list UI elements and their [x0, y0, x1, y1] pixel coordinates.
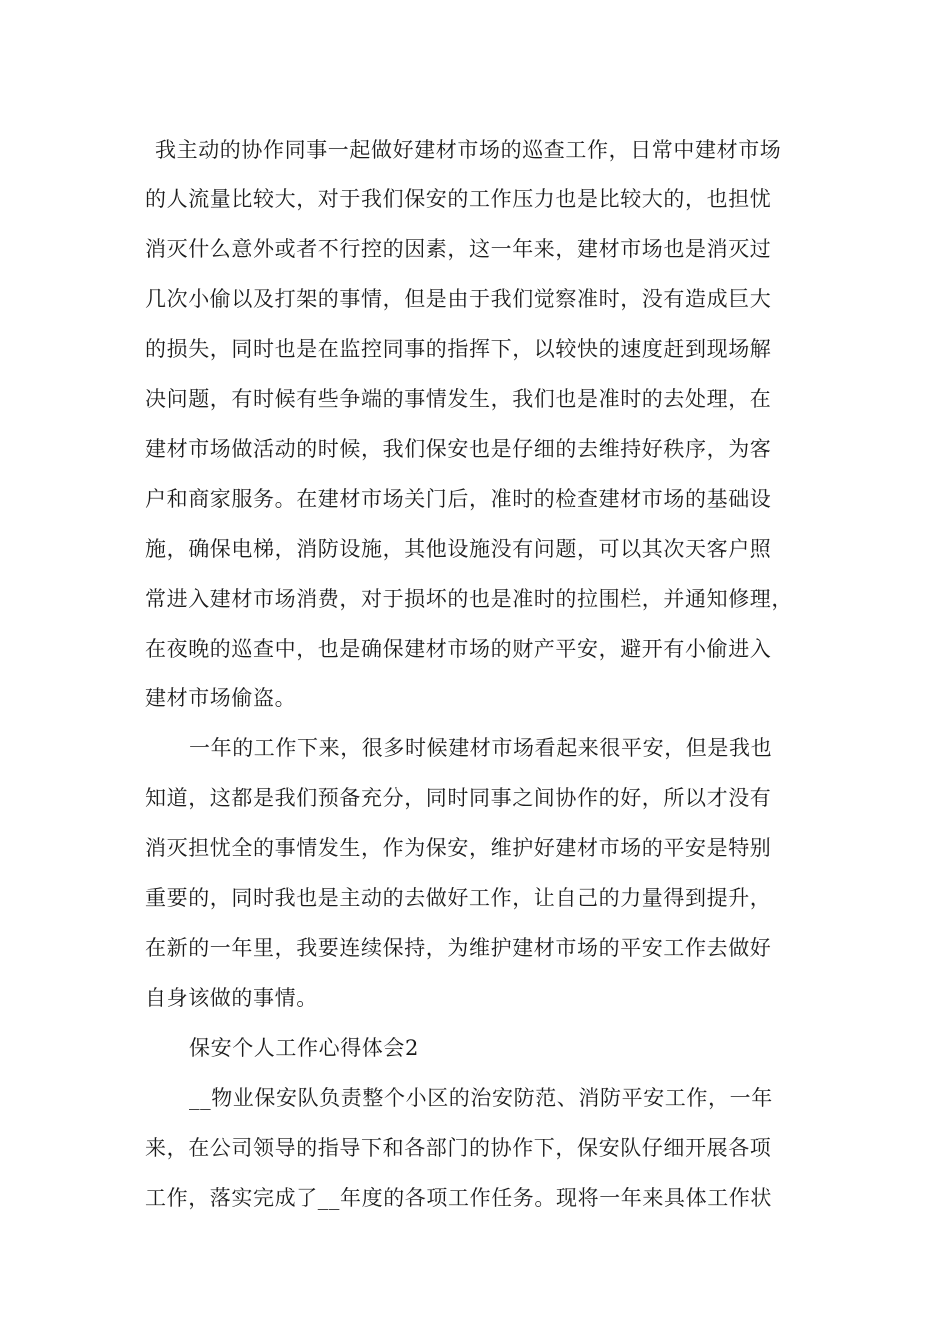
paragraph-2-line-6: 自身该做的事情。 — [145, 986, 318, 1010]
paragraph-3-line-1: __物业保安队负责整个小区的治安防范、消防平安工作，一年 — [189, 1086, 773, 1110]
paragraph-3-line-3: 工作，落实完成了__年度的各项工作任务。现将一年来具体工作状 — [145, 1186, 772, 1210]
section-title: 保安个人工作心得体会2 — [189, 1036, 419, 1060]
paragraph-1-line-6: 决问题，有时候有些争端的事情发生，我们也是准时的去处理，在 — [145, 387, 772, 411]
paragraph-1-line-7: 建材市场做活动的时候，我们保安也是仔细的去维持好秩序，为客 — [145, 437, 772, 461]
paragraph-1-line-11: 在夜晚的巡查中，也是确保建材市场的财产平安，避开有小偷进入 — [145, 637, 772, 661]
paragraph-2-line-4: 重要的，同时我也是主动的去做好工作，让自己的力量得到提升， — [145, 886, 772, 910]
paragraph-2-line-2: 知道，这都是我们预备充分，同时同事之间协作的好，所以才没有 — [145, 786, 772, 810]
paragraph-1-line-4: 几次小偷以及打架的事情，但是由于我们觉察准时，没有造成巨大 — [145, 287, 772, 311]
paragraph-2-line-3: 消灭担忧全的事情发生，作为保安，维护好建材市场的平安是特别 — [145, 836, 772, 860]
paragraph-1-line-2: 的人流量比较大，对于我们保安的工作压力也是比较大的，也担忧 — [145, 187, 772, 211]
paragraph-1-line-1: 我主动的协作同事一起做好建材市场的巡查工作，日常中建材市场 — [155, 138, 782, 162]
paragraph-3-line-2: 来，在公司领导的指导下和各部门的协作下，保安队仔细开展各项 — [145, 1136, 772, 1160]
paragraph-1-line-12: 建材市场偷盗。 — [145, 686, 297, 710]
paragraph-1-line-3: 消灭什么意外或者不行控的因素，这一年来，建材市场也是消灭过 — [145, 237, 772, 261]
paragraph-2-line-5: 在新的一年里，我要连续保持，为维护建材市场的平安工作去做好 — [145, 936, 772, 960]
paragraph-2-line-1: 一年的工作下来，很多时候建材市场看起来很平安，但是我也 — [189, 736, 773, 760]
paragraph-1-line-10: 常进入建材市场消费，对于损坏的也是准时的拉围栏，并通知修理， — [145, 587, 793, 611]
paragraph-1-line-5: 的损失，同时也是在监控同事的指挥下，以较快的速度赶到现场解 — [145, 337, 772, 361]
paragraph-1-line-8: 户和商家服务。在建材市场关门后，准时的检查建材市场的基础设 — [145, 487, 772, 511]
paragraph-1-line-9: 施，确保电梯，消防设施，其他设施没有问题，可以其次天客户照 — [145, 537, 772, 561]
